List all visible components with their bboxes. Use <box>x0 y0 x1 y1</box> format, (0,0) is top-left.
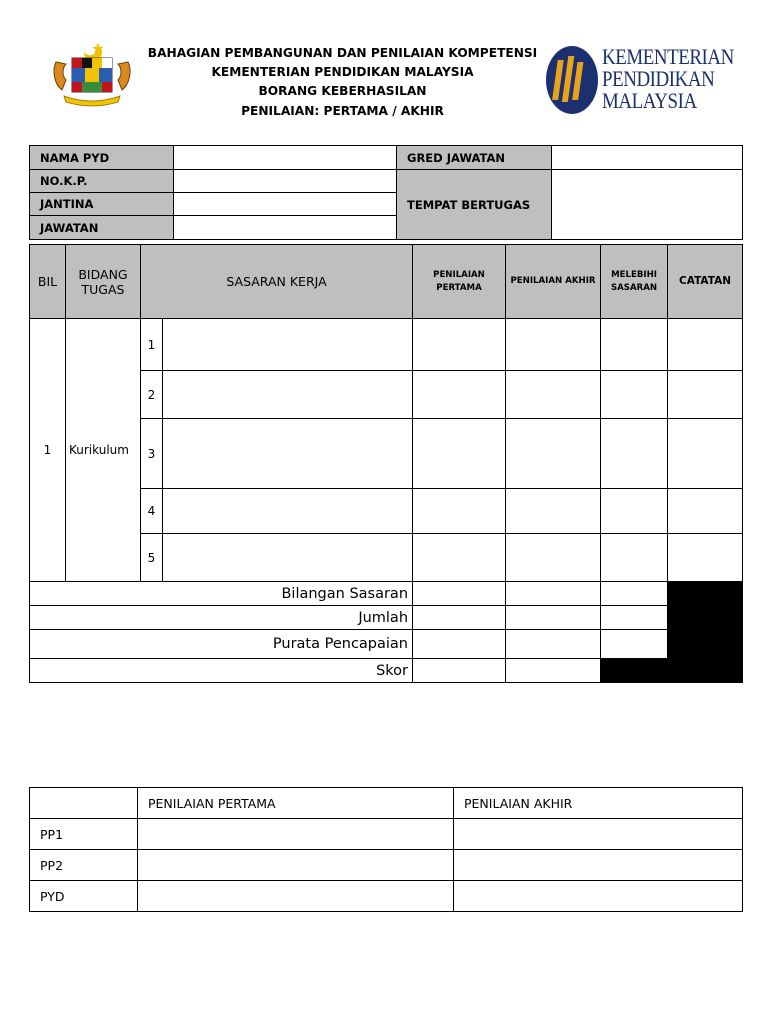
final-assessment-cell[interactable] <box>506 419 601 489</box>
bil-header: BIL <box>30 245 66 319</box>
target-text-field[interactable] <box>163 534 413 582</box>
kpm-emblem-logo <box>544 44 600 116</box>
target-text-field[interactable] <box>163 419 413 489</box>
nama-pyd-field[interactable] <box>174 146 397 170</box>
bilangan-sasaran-label: Bilangan Sasaran <box>30 582 413 606</box>
signoff-pertama-field[interactable] <box>138 850 454 881</box>
target-text-field[interactable] <box>163 371 413 419</box>
exceeds-target-cell[interactable] <box>601 319 668 371</box>
signoff-row-label: PYD <box>30 881 138 912</box>
final-assessment-cell[interactable] <box>506 319 601 371</box>
gred-jawatan-label: GRED JAWATAN <box>397 146 552 170</box>
signoff-row-label: PP1 <box>30 819 138 850</box>
jumlah-label: Jumlah <box>30 606 413 630</box>
purata-pencapaian-label: Purata Pencapaian <box>30 630 413 659</box>
penilaian-pertama-header: PENILAIAN PERTAMA <box>413 245 506 319</box>
malaysia-coat-of-arms-logo <box>50 40 134 110</box>
signoff-pertama-field[interactable] <box>138 819 454 850</box>
notes-cell[interactable] <box>668 371 743 419</box>
notes-cell[interactable] <box>668 319 743 371</box>
signoff-table <box>29 787 743 912</box>
target-number: 2 <box>141 371 163 419</box>
final-assessment-cell[interactable] <box>506 489 601 534</box>
signoff-pertama-field[interactable] <box>138 881 454 912</box>
nokp-field[interactable] <box>174 170 397 193</box>
kpm-wordmark-line-3: MALAYSIA <box>602 88 697 113</box>
skor-akhir-cell[interactable] <box>506 659 601 683</box>
signoff-akhir-header: PENILAIAN AKHIR <box>454 788 743 819</box>
target-text-field[interactable] <box>163 489 413 534</box>
purata-akhir-cell[interactable] <box>506 630 601 659</box>
signoff-pertama-header: PENILAIAN PERTAMA <box>138 788 454 819</box>
kpm-wordmark-line-1: KEMENTERIAN <box>602 44 734 69</box>
first-assessment-cell[interactable] <box>413 489 506 534</box>
header-line-form-name: BORANG KEBERHASILAN <box>258 84 427 99</box>
final-assessment-cell[interactable] <box>506 534 601 582</box>
melebihi-sasaran-header: MELEBIHI SASARAN <box>601 245 668 319</box>
tempat-bertugas-field[interactable] <box>552 170 743 240</box>
bidang-tugas-header: BIDANG TUGAS <box>66 245 141 319</box>
kpm-wordmark-line-2: PENDIDIKAN <box>602 66 715 91</box>
header-line-department: BAHAGIAN PEMBANGUNAN DAN PENILAIAN KOMPETENSI <box>147 46 538 60</box>
assessment-table <box>29 244 743 683</box>
blocked-cell <box>601 659 743 683</box>
purata-pertama-cell[interactable] <box>413 630 506 659</box>
first-assessment-cell[interactable] <box>413 534 506 582</box>
jawatan-field[interactable] <box>174 216 397 240</box>
staff-info-table <box>29 145 743 240</box>
exceeds-target-cell[interactable] <box>601 534 668 582</box>
final-assessment-cell[interactable] <box>506 371 601 419</box>
bilangan-pertama-cell[interactable] <box>413 582 506 606</box>
form-header-title <box>140 44 545 121</box>
notes-cell[interactable] <box>668 534 743 582</box>
bidang-tugas-value: Kurikulum <box>66 319 141 582</box>
blocked-cell <box>668 582 743 659</box>
skor-pertama-cell[interactable] <box>413 659 506 683</box>
bilangan-melebihi-cell[interactable] <box>601 582 668 606</box>
jantina-field[interactable] <box>174 193 397 216</box>
first-assessment-cell[interactable] <box>413 371 506 419</box>
target-text-field[interactable] <box>163 319 413 371</box>
nama-pyd-label: NAMA PYD <box>30 146 174 170</box>
first-assessment-cell[interactable] <box>413 319 506 371</box>
nokp-label: NO.K.P. <box>30 170 174 193</box>
jumlah-melebihi-cell[interactable] <box>601 606 668 630</box>
target-number: 1 <box>141 319 163 371</box>
bil-value: 1 <box>30 319 66 582</box>
signoff-akhir-field[interactable] <box>454 819 743 850</box>
penilaian-akhir-header: PENILAIAN AKHIR <box>506 245 601 319</box>
jantina-label: JANTINA <box>30 193 174 216</box>
jumlah-akhir-cell[interactable] <box>506 606 601 630</box>
notes-cell[interactable] <box>668 489 743 534</box>
notes-cell[interactable] <box>668 419 743 489</box>
signoff-corner-cell <box>30 788 138 819</box>
jumlah-pertama-cell[interactable] <box>413 606 506 630</box>
signoff-akhir-field[interactable] <box>454 850 743 881</box>
exceeds-target-cell[interactable] <box>601 489 668 534</box>
target-number: 4 <box>141 489 163 534</box>
skor-label: Skor <box>30 659 413 683</box>
first-assessment-cell[interactable] <box>413 419 506 489</box>
kpm-wordmark <box>602 44 734 113</box>
catatan-header: CATATAN <box>668 245 743 319</box>
purata-melebihi-cell[interactable] <box>601 630 668 659</box>
bilangan-akhir-cell[interactable] <box>506 582 601 606</box>
gred-jawatan-field[interactable] <box>552 146 743 170</box>
sasaran-kerja-header: SASARAN KERJA <box>141 245 413 319</box>
target-number: 5 <box>141 534 163 582</box>
tempat-bertugas-label: TEMPAT BERTUGAS <box>397 170 552 240</box>
target-number: 3 <box>141 419 163 489</box>
exceeds-target-cell[interactable] <box>601 419 668 489</box>
exceeds-target-cell[interactable] <box>601 371 668 419</box>
header-line-assessment: PENILAIAN: PERTAMA / AKHIR <box>241 103 444 118</box>
jawatan-label: JAWATAN <box>30 216 174 240</box>
signoff-akhir-field[interactable] <box>454 881 743 912</box>
signoff-row-label: PP2 <box>30 850 138 881</box>
header-line-ministry: KEMENTERIAN PENDIDIKAN MALAYSIA <box>211 65 474 80</box>
